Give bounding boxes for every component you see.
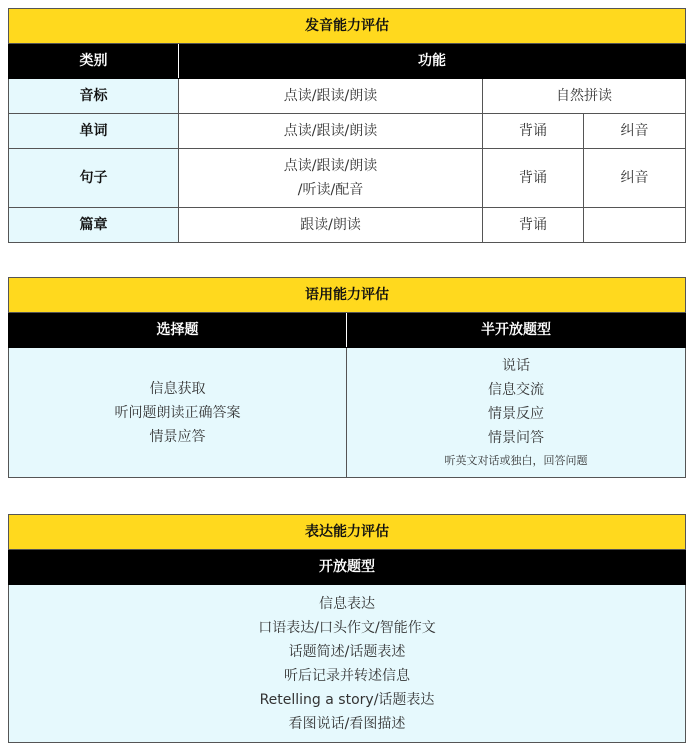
function-cell: 背诵 [483,208,584,243]
list-item: 口语表达/口头作文/智能作文 [258,619,436,636]
category-sentence: 句子 [9,149,179,208]
function-cell: 背诵 [483,114,584,149]
pronunciation-table [8,8,686,243]
language-use-table [8,277,686,478]
header-category: 类别 [9,44,179,79]
list-item: 情景应答 [149,428,206,445]
header-choice: 选择题 [9,313,347,348]
open-cell [9,585,686,743]
function-cell: 纠音 [584,114,686,149]
header-function: 功能 [179,44,686,79]
list-item: 说话 [502,357,530,374]
list-item: Retelling a story/话题表达 [259,691,435,708]
function-cell [584,208,686,243]
function-cell: 点读/跟读/朗读 [179,79,483,114]
category-phonetic: 音标 [9,79,179,114]
category-word: 单词 [9,114,179,149]
function-cell: 纠音 [584,149,686,208]
semi-open-cell [347,348,686,478]
list-item: 信息表达 [319,595,375,612]
function-line: /听读/配音 [297,182,364,198]
semi-open-note: 听英文对话或独白，回答问题 [444,453,588,467]
list-item: 听问题朗读正确答案 [114,404,241,421]
list-item: 信息获取 [149,380,206,397]
list-item: 情景问答 [488,429,544,446]
list-item: 情景反应 [488,405,544,422]
list-item: 听后记录并转述信息 [284,667,410,684]
function-cell: 点读/跟读/朗读 [179,114,483,149]
expression-table [8,514,686,743]
category-passage: 篇章 [9,208,179,243]
expression-title: 表达能力评估 [9,515,686,550]
choice-cell [9,348,347,478]
pronunciation-title: 发音能力评估 [9,9,686,44]
list-item: 看图说话/看图描述 [288,715,406,732]
list-item: 话题简述/话题表述 [288,643,406,660]
list-item: 信息交流 [488,381,544,398]
language-use-title: 语用能力评估 [9,278,686,313]
function-line: 点读/跟读/朗读 [283,158,378,174]
function-cell: 背诵 [483,149,584,208]
header-open: 开放题型 [9,550,686,585]
function-cell [179,149,483,208]
function-cell: 自然拼读 [483,79,686,114]
function-cell: 跟读/朗读 [179,208,483,243]
header-semi-open: 半开放题型 [347,313,686,348]
